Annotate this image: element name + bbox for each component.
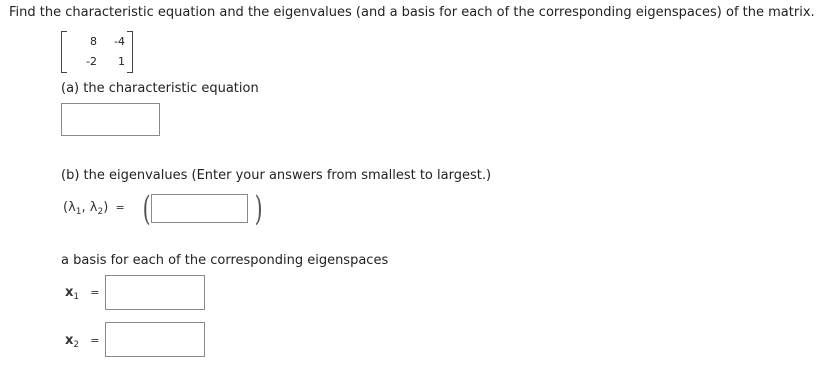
eigenvalues-input[interactable]: [151, 194, 248, 223]
matrix-cell-r2c1: -2: [86, 55, 97, 68]
basis-label: a basis for each of the corresponding eigenspaces: [61, 253, 389, 268]
matrix: [61, 31, 133, 73]
x1-basis-input[interactable]: [105, 275, 205, 310]
part-b-label: (b) the eigenvalues (Enter your answers from smallest to largest.): [61, 168, 492, 183]
x1-label: $x_1$ =: [65, 285, 100, 302]
part-a-label: (a) the characteristic equation: [61, 81, 259, 96]
matrix-cell-r1c1: 8: [90, 35, 97, 48]
eigenvalues-label: ($\lambda_1$, $\lambda_2$) =: [63, 200, 125, 217]
matrix-right-bracket: [127, 31, 133, 73]
question-text: Find the characteristic equation and the eigenvalues (and a basis for each of the corresponding eigenspaces) of the matrix.: [9, 5, 815, 20]
left-paren-glyph: (: [142, 189, 151, 229]
characteristic-equation-input[interactable]: [61, 103, 160, 136]
x2-label: $x_2$ =: [65, 333, 100, 350]
matrix-left-bracket: [61, 31, 67, 73]
right-paren-glyph: ): [254, 189, 263, 229]
x2-basis-input[interactable]: [105, 322, 205, 357]
matrix-cell-r1c2: -4: [114, 35, 125, 48]
matrix-cell-r2c2: 1: [118, 55, 125, 68]
